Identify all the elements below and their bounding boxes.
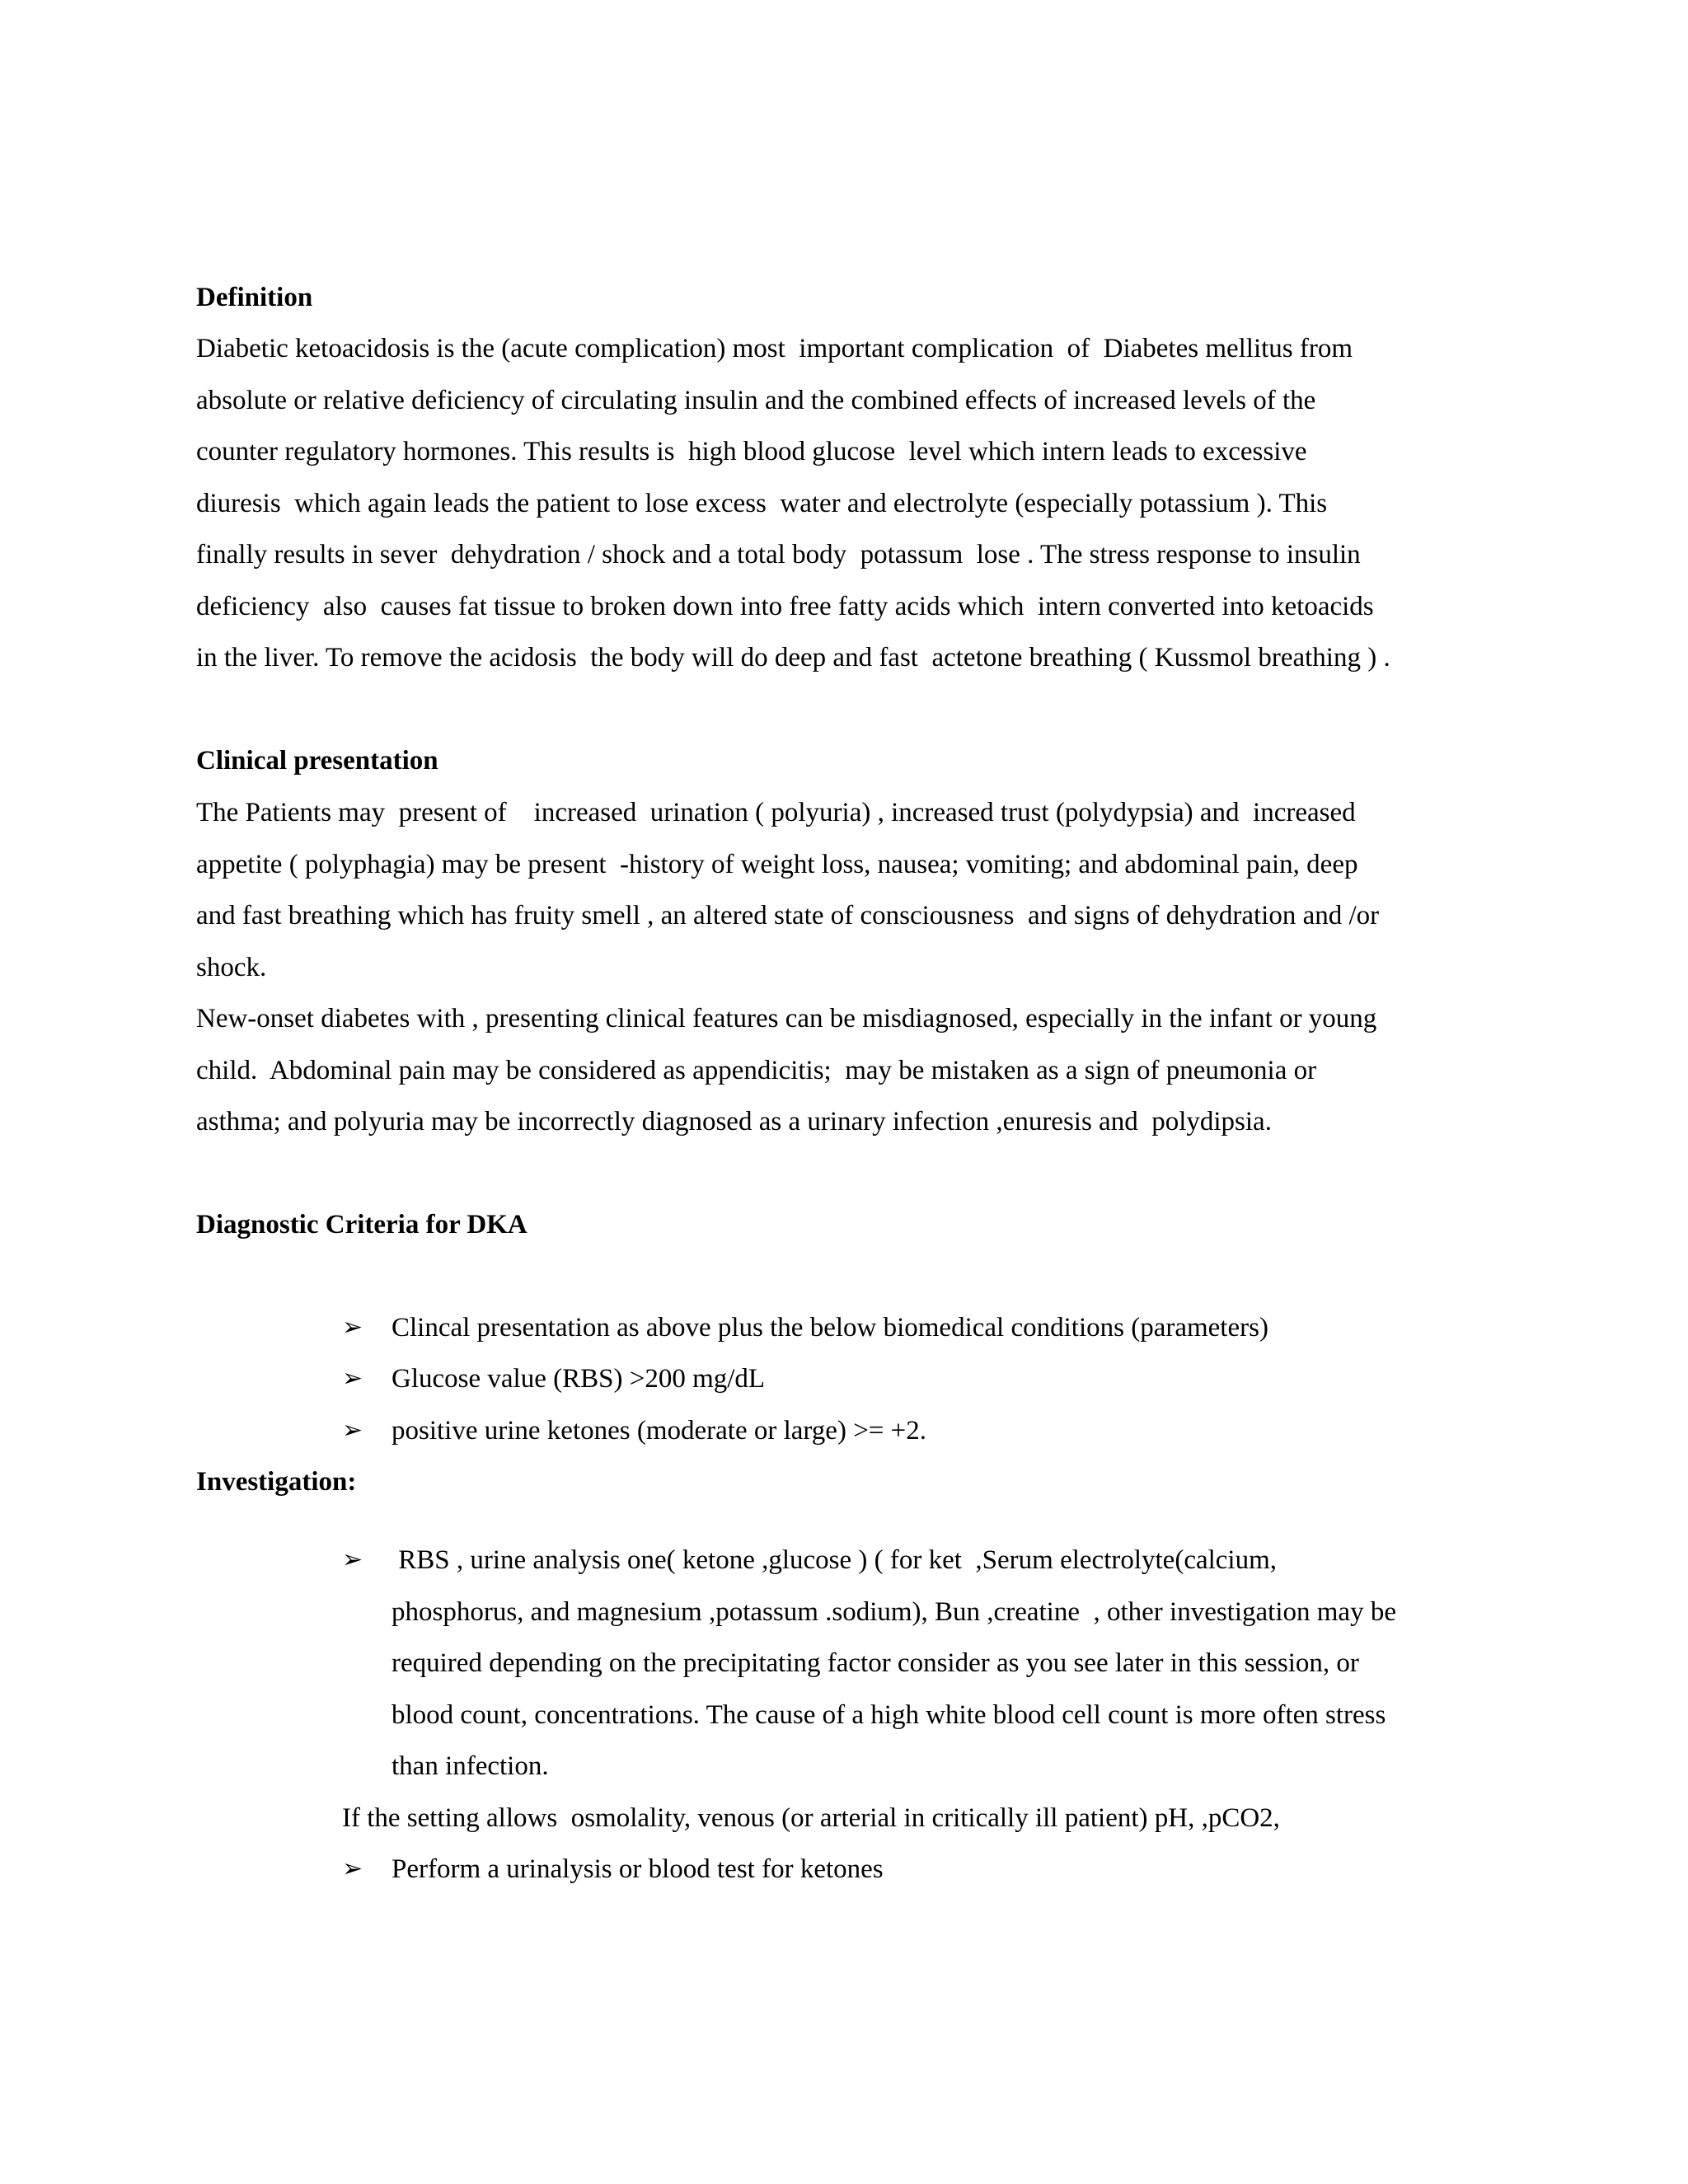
definition-paragraph (196, 323, 1548, 684)
diagnostic-bullet-text: positive urine ketones (moderate or large) >= +2. (392, 1416, 927, 1446)
investigation-heading: Investigation: (196, 1467, 357, 1497)
definition-line: diuresis which again leads the patient to lose excess water and electrolyte (especially potassium ). This (196, 488, 1328, 518)
investigation-line: RBS , urine analysis one( ketone ,glucose ) ( for ket ,Serum electrolyte(calcium, (392, 1545, 1278, 1575)
definition-line: absolute or relative deficiency of circulating insulin and the combined effects of increased levels of the (196, 385, 1316, 415)
investigation-line: than infection. (392, 1751, 549, 1781)
definition-line: deficiency also causes fat tissue to broken down into free fatty acids which intern converted into ketoacids (196, 591, 1374, 621)
arrow-bullet-icon: ➢ (342, 1417, 363, 1444)
clinical-line: The Patients may present of increased urination ( polyuria) , increased trust (polydypsia) and increased (196, 798, 1356, 827)
clinical-line: and fast breathing which has fruity smell , an altered state of consciousness and signs of dehydration and /or (196, 901, 1380, 930)
definition-line: Diabetic ketoacidosis is the (acute complication) most important complication of Diabetes mellitus from (196, 334, 1353, 363)
investigation-bullet-text (392, 1535, 1396, 1793)
clinical-line: child. Abdominal pain may be considered as appendicitis; may be mistaken as a sign of pneumonia or (196, 1055, 1317, 1085)
investigation-line: required depending on the precipitating factor consider as you see later in this session, or (392, 1648, 1359, 1678)
definition-line: finally results in sever dehydration / shock and a total body potassum lose . The stress response to insulin (196, 540, 1361, 569)
clinical-line: New-onset diabetes with , presenting clinical features can be misdiagnosed, especially in the infant or young (196, 1004, 1377, 1033)
clinical-presentation-heading: Clinical presentation (196, 746, 438, 776)
definition-line: counter regulatory hormones. This results is high blood glucose level which intern leads to excessive (196, 437, 1307, 466)
arrow-bullet-icon: ➢ (342, 1314, 363, 1341)
diagnostic-bullet-text: Clincal presentation as above plus the below biomedical conditions (parameters) (392, 1313, 1268, 1343)
clinical-line: shock. (196, 952, 267, 982)
arrow-bullet-icon: ➢ (342, 1855, 363, 1882)
definition-heading: Definition (196, 283, 313, 312)
diagnostic-criteria-heading: Diagnostic Criteria for DKA (196, 1210, 528, 1240)
arrow-bullet-icon: ➢ (342, 1546, 363, 1573)
clinical-line: appetite ( polyphagia) may be present -history of weight loss, nausea; vomiting; and abdominal pain, deep (196, 849, 1358, 879)
investigation-line: phosphorus, and magnesium ,potassum .sodium), Bun ,creatine , other investigation may be (392, 1596, 1396, 1627)
definition-line: in the liver. To remove the acidosis the body will do deep and fast actetone breathing ( Kussmol breathing ) . (196, 643, 1390, 673)
clinical-presentation-paragraph (196, 787, 1548, 1148)
clinical-line: asthma; and polyuria may be incorrectly diagnosed as a urinary infection ,enuresis and polydipsia. (196, 1107, 1272, 1137)
diagnostic-bullet-text: Glucose value (RBS) >200 mg/dL (392, 1364, 766, 1394)
investigation-line: blood count, concentrations. The cause of a high white blood cell count is more often stress (392, 1699, 1386, 1730)
investigation-bullet (342, 1535, 1396, 1793)
arrow-bullet-icon: ➢ (342, 1365, 363, 1392)
investigation-bullet-text: Perform a urinalysis or blood test for ketones (392, 1854, 884, 1884)
investigation-setting-line: If the setting allows osmolality, venous (or arterial in critically ill patient) pH, ,pCO2, (342, 1803, 1280, 1833)
